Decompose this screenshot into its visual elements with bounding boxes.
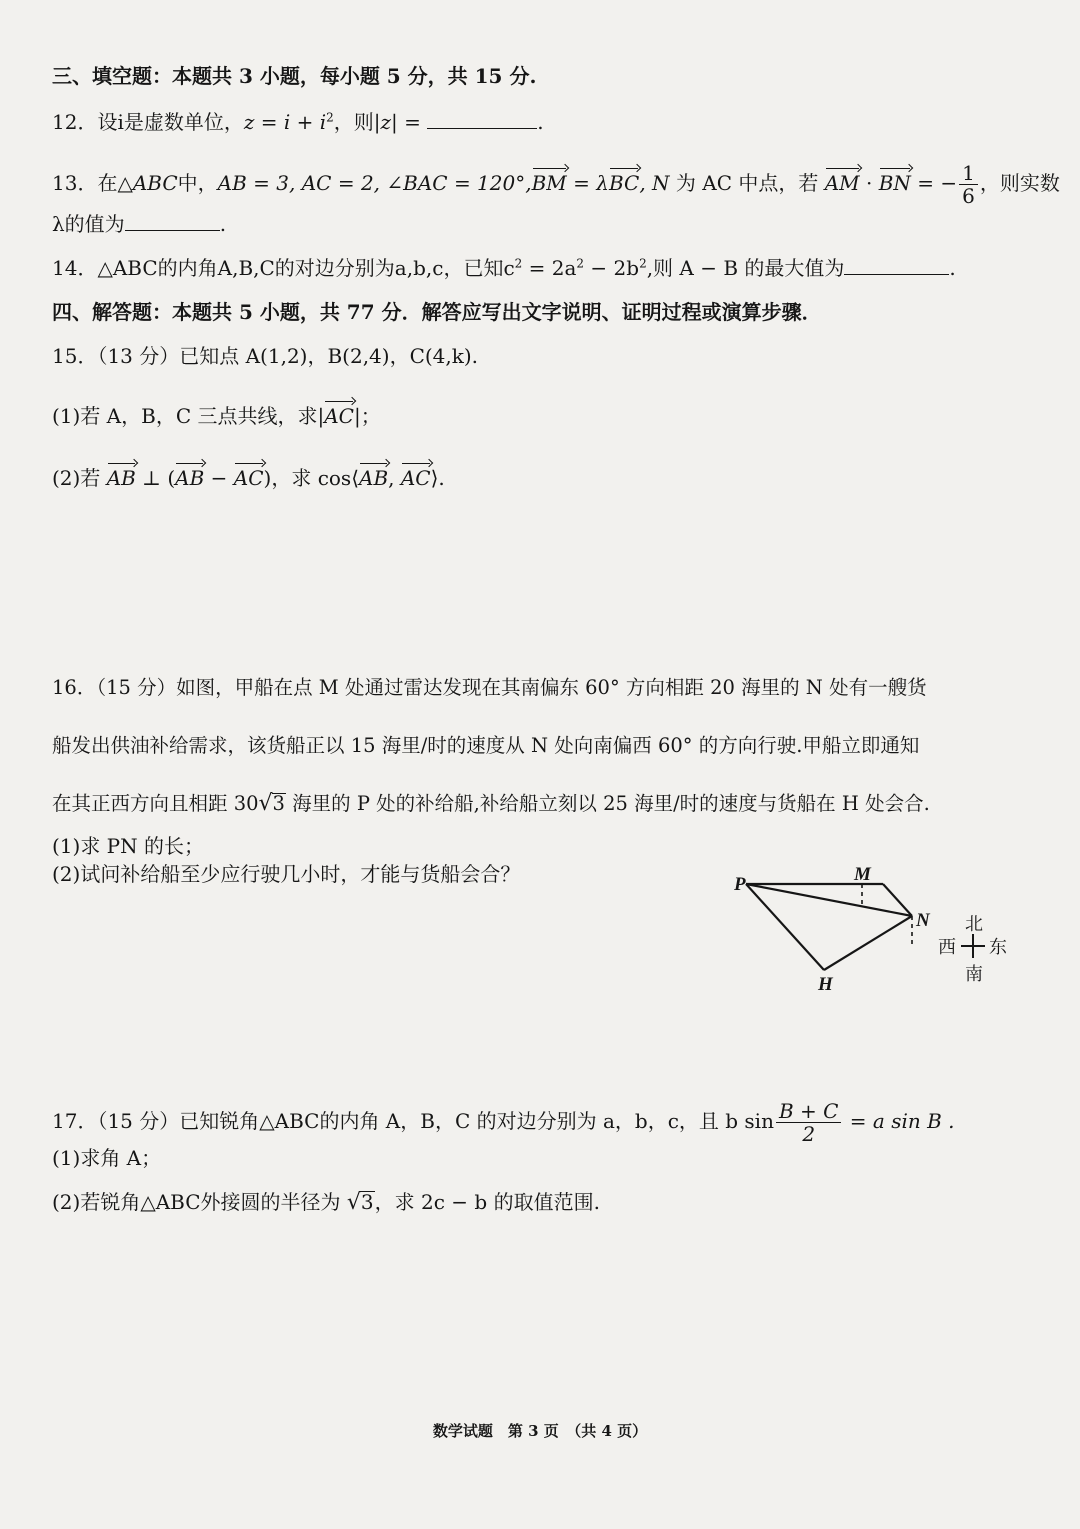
fraction: $\frac{1}{6}$ xyxy=(959,162,978,207)
label-h: H xyxy=(818,974,833,995)
fraction: $\frac{B + C}{2}$ xyxy=(776,1100,841,1145)
question-17: 17．（15 分）已知锐角△ABC的内角 A，B，C 的对边分别为 a，b，c，且 b sin $\frac{B + C}{2}$ = a sin B . xyxy=(52,1099,955,1146)
answer-blank xyxy=(125,212,220,231)
compass-south: 南 xyxy=(965,964,983,985)
page-footer: 数学试题 第 3 页 （共 4 页） xyxy=(432,1422,648,1440)
question-15-part1: (1)若 A，B，C 三点共线，求|AC|； xyxy=(52,404,381,428)
question-13: 13．在△ABC中，AB = 3, AC = 2, ∠BAC = 120°,BM = λBC, N 为 AC 中点，若 AM · BN = − $\frac{1}{6}$ ，则实数 xyxy=(52,161,1060,208)
question-12: 12．设i是虚数单位，$z = i + i^2$，则|z| = . xyxy=(52,110,544,134)
question-14: 14．△ABC的内角A,B,C的对边分别为a,b,c，已知$c^2 = 2a^2 - 2b^2$,则 A − B 的最大值为 . xyxy=(52,256,956,280)
question-16-line1: 16．（15 分）如图，甲船在点 M 处通过雷达发现在其南偏东 60° 方向相距 20 海里的 N 处有一艘货 xyxy=(52,676,927,699)
compass-north: 北 xyxy=(965,914,983,935)
section3-heading: 三、填空题：本题共 3 小题，每小题 5 分，共 15 分. xyxy=(52,64,537,88)
question-15-part2: (2)若 AB ⊥ (AB − AC)，求 cos⟨AB, AC⟩. xyxy=(52,466,445,490)
compass-east: 东 xyxy=(989,937,1007,958)
question-16-part1: (1)求 PN 的长； xyxy=(52,834,205,858)
question-15: 15．（13 分）已知点 A(1,2)，B(2,4)，C(4,k). xyxy=(52,344,479,368)
question-17-part2: (2)若锐角△ABC外接圆的半径为 √3，求 2c − b 的取值范围. xyxy=(52,1190,600,1215)
section4-heading: 四、解答题：本题共 5 小题，共 77 分．解答应写出文字说明、证明过程或演算步骤． xyxy=(52,300,822,324)
question-13-line2: λ的值为 . xyxy=(52,212,227,236)
label-m: M xyxy=(854,864,871,885)
answer-blank xyxy=(427,110,537,129)
question-16-line2: 船发出供油补给需求，该货船正以 15 海里/时的速度从 N 处向南偏西 60° 的方向行驶.甲船立即通知 xyxy=(52,734,920,757)
segment-nh xyxy=(824,916,912,970)
question-16-line3: 在其正西方向且相距 30√3 海里的 P 处的补给船,补给船立刻以 25 海里/时的速度与货船在 H 处会合. xyxy=(52,791,930,816)
answer-blank xyxy=(844,256,949,275)
label-p: P xyxy=(734,874,746,895)
question-17-part1: (1)求角 A； xyxy=(52,1146,162,1170)
navigation-diagram xyxy=(720,856,1030,996)
compass-west: 西 xyxy=(938,937,956,958)
compass-icon xyxy=(938,914,1007,985)
question-16-part2: (2)试问补给船至少应行驶几小时，才能与货船会合？ xyxy=(52,862,521,886)
label-n: N xyxy=(916,910,930,931)
